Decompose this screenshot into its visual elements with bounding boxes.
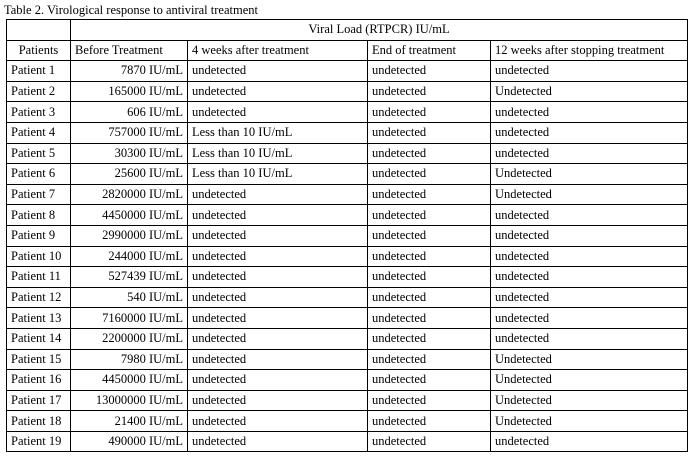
table-row [7,102,688,123]
cell-4-weeks: undetected [188,308,368,329]
cell-4-weeks: undetected [188,246,368,267]
cell-before-treatment: 165000 IU/mL [71,81,188,102]
cell-4-weeks: undetected [188,61,368,82]
cell-before-treatment: 13000000 IU/mL [71,390,188,411]
empty-header-cell [7,20,71,41]
cell-end-of-treatment: undetected [368,102,491,123]
cell-before-treatment: 2820000 IU/mL [71,184,188,205]
cell-12-weeks-after: undetected [491,246,688,267]
cell-before-treatment: 7160000 IU/mL [71,308,188,329]
cell-4-weeks: undetected [188,431,368,452]
cell-end-of-treatment: undetected [368,122,491,143]
table-row [7,122,688,143]
cell-12-weeks-after: undetected [491,267,688,288]
column-header-end-of-treatment: End of treatment [368,40,491,61]
cell-end-of-treatment: undetected [368,205,491,226]
cell-patient: Patient 14 [7,328,71,349]
cell-12-weeks-after: undetected [491,143,688,164]
cell-end-of-treatment: undetected [368,61,491,82]
cell-patient: Patient 8 [7,205,71,226]
cell-before-treatment: 7870 IU/mL [71,61,188,82]
cell-12-weeks-after: Undetected [491,164,688,185]
cell-before-treatment: 527439 IU/mL [71,267,188,288]
cell-12-weeks-after: undetected [491,102,688,123]
cell-12-weeks-after: undetected [491,225,688,246]
cell-end-of-treatment: undetected [368,370,491,391]
cell-end-of-treatment: undetected [368,81,491,102]
cell-12-weeks-after: undetected [491,328,688,349]
cell-4-weeks: undetected [188,349,368,370]
cell-before-treatment: 4450000 IU/mL [71,205,188,226]
cell-patient: Patient 7 [7,184,71,205]
cell-before-treatment: 490000 IU/mL [71,431,188,452]
cell-4-weeks: undetected [188,102,368,123]
table-row [7,61,688,82]
cell-12-weeks-after: Undetected [491,411,688,432]
cell-before-treatment: 30300 IU/mL [71,143,188,164]
viral-load-table [6,19,688,452]
cell-end-of-treatment: undetected [368,164,491,185]
cell-patient: Patient 6 [7,164,71,185]
cell-end-of-treatment: undetected [368,287,491,308]
cell-4-weeks: Less than 10 IU/mL [188,122,368,143]
cell-end-of-treatment: undetected [368,308,491,329]
cell-end-of-treatment: undetected [368,431,491,452]
cell-4-weeks: undetected [188,267,368,288]
cell-patient: Patient 3 [7,102,71,123]
cell-4-weeks: undetected [188,184,368,205]
table-row [7,267,688,288]
cell-end-of-treatment: undetected [368,225,491,246]
cell-patient: Patient 10 [7,246,71,267]
cell-end-of-treatment: undetected [368,184,491,205]
cell-12-weeks-after: Undetected [491,370,688,391]
cell-before-treatment: 540 IU/mL [71,287,188,308]
cell-patient: Patient 11 [7,267,71,288]
cell-before-treatment: 244000 IU/mL [71,246,188,267]
cell-before-treatment: 21400 IU/mL [71,411,188,432]
cell-12-weeks-after: undetected [491,287,688,308]
cell-end-of-treatment: undetected [368,143,491,164]
cell-4-weeks: Less than 10 IU/mL [188,143,368,164]
cell-4-weeks: undetected [188,205,368,226]
cell-before-treatment: 757000 IU/mL [71,122,188,143]
column-header-12-weeks-after: 12 weeks after stopping treatment [491,40,688,61]
table-row [7,287,688,308]
cell-12-weeks-after: undetected [491,308,688,329]
cell-patient: Patient 4 [7,122,71,143]
table-row [7,246,688,267]
cell-4-weeks: undetected [188,390,368,411]
cell-12-weeks-after: Undetected [491,184,688,205]
cell-4-weeks: Less than 10 IU/mL [188,164,368,185]
table-row [7,431,688,452]
cell-4-weeks: undetected [188,287,368,308]
cell-end-of-treatment: undetected [368,246,491,267]
table-row [7,328,688,349]
group-header-viral-load: Viral Load (RTPCR) IU/mL [71,20,688,41]
group-header-row [7,20,688,41]
cell-before-treatment: 606 IU/mL [71,102,188,123]
cell-patient: Patient 5 [7,143,71,164]
cell-before-treatment: 25600 IU/mL [71,164,188,185]
column-header-before-treatment: Before Treatment [71,40,188,61]
cell-patient: Patient 2 [7,81,71,102]
cell-12-weeks-after: undetected [491,431,688,452]
cell-patient: Patient 17 [7,390,71,411]
table-row [7,81,688,102]
cell-12-weeks-after: Undetected [491,390,688,411]
cell-before-treatment: 2200000 IU/mL [71,328,188,349]
column-header-4-weeks: 4 weeks after treatment [188,40,368,61]
table-row [7,308,688,329]
cell-12-weeks-after: Undetected [491,349,688,370]
cell-patient: Patient 15 [7,349,71,370]
cell-end-of-treatment: undetected [368,267,491,288]
table-row [7,349,688,370]
table-row [7,370,688,391]
cell-4-weeks: undetected [188,370,368,391]
cell-end-of-treatment: undetected [368,390,491,411]
cell-before-treatment: 7980 IU/mL [71,349,188,370]
table-caption: Table 2. Virological response to antiviral treatment [4,3,258,17]
cell-12-weeks-after: undetected [491,122,688,143]
table-row [7,411,688,432]
cell-12-weeks-after: undetected [491,61,688,82]
cell-patient: Patient 16 [7,370,71,391]
table-row [7,205,688,226]
cell-patient: Patient 19 [7,431,71,452]
table-row [7,143,688,164]
cell-before-treatment: 4450000 IU/mL [71,370,188,391]
table-row [7,164,688,185]
cell-4-weeks: undetected [188,81,368,102]
cell-end-of-treatment: undetected [368,349,491,370]
cell-patient: Patient 1 [7,61,71,82]
table-row [7,390,688,411]
table-row [7,225,688,246]
cell-4-weeks: undetected [188,411,368,432]
cell-before-treatment: 2990000 IU/mL [71,225,188,246]
cell-patient: Patient 18 [7,411,71,432]
cell-12-weeks-after: undetected [491,205,688,226]
column-header-patients: Patients [7,40,71,61]
cell-4-weeks: undetected [188,328,368,349]
cell-end-of-treatment: undetected [368,411,491,432]
cell-12-weeks-after: Undetected [491,81,688,102]
table-row [7,184,688,205]
table-body [7,61,688,452]
cell-patient: Patient 9 [7,225,71,246]
cell-4-weeks: undetected [188,225,368,246]
cell-patient: Patient 12 [7,287,71,308]
column-header-row [7,40,688,61]
cell-end-of-treatment: undetected [368,328,491,349]
cell-patient: Patient 13 [7,308,71,329]
